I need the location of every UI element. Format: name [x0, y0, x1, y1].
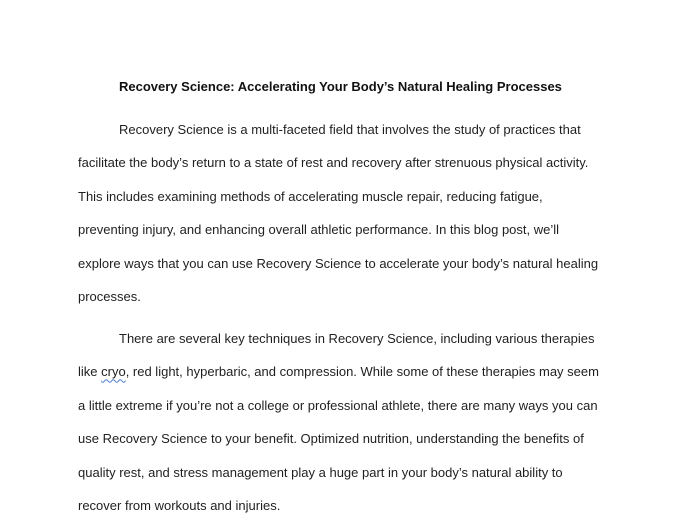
paragraph-line: There are several key techniques in Recovery Science, including various therapies: [119, 331, 595, 346]
paragraph-line: use Recovery Science to your benefit. Optimized nutrition, understanding the benefits of: [78, 431, 584, 447]
paragraph-line: processes.: [78, 289, 141, 305]
text-segment: like: [78, 364, 102, 380]
paragraph-line: explore ways that you can use Recovery Science to accelerate your body’s natural healing: [78, 255, 599, 271]
paragraph-line: facilitate the body’s return to a state of rest and recovery after strenuous physical activity.: [78, 155, 589, 171]
paragraph-intro: [78, 113, 608, 313]
paragraph-line: This includes examining methods of accelerating muscle repair, reducing fatigue,: [78, 188, 543, 204]
paragraph-line: Recovery Science is a multi-faceted field that involves the study of practices that: [119, 122, 581, 137]
paragraph-techniques: [78, 322, 608, 522]
paragraph-line: recover from workouts and injuries.: [78, 498, 281, 514]
paragraph-line: preventing injury, and enhancing overall athletic performance. In this blog post, we’ll: [78, 222, 560, 238]
paragraph-line: quality rest, and stress management play a huge part in your body’s natural ability to: [78, 464, 563, 480]
text-segment: , red light, hyperbaric, and compression. While some of these therapies may seem: [125, 364, 599, 380]
spellcheck-flagged-word[interactable]: cryo: [101, 364, 126, 380]
paragraph-line-with-flagged-word: [78, 355, 608, 388]
paragraph-line: a little extreme if you’re not a college or professional athlete, there are many ways you can: [78, 397, 598, 413]
document-title: Recovery Science: Accelerating Your Body’s Natural Healing Processes: [119, 79, 562, 94]
